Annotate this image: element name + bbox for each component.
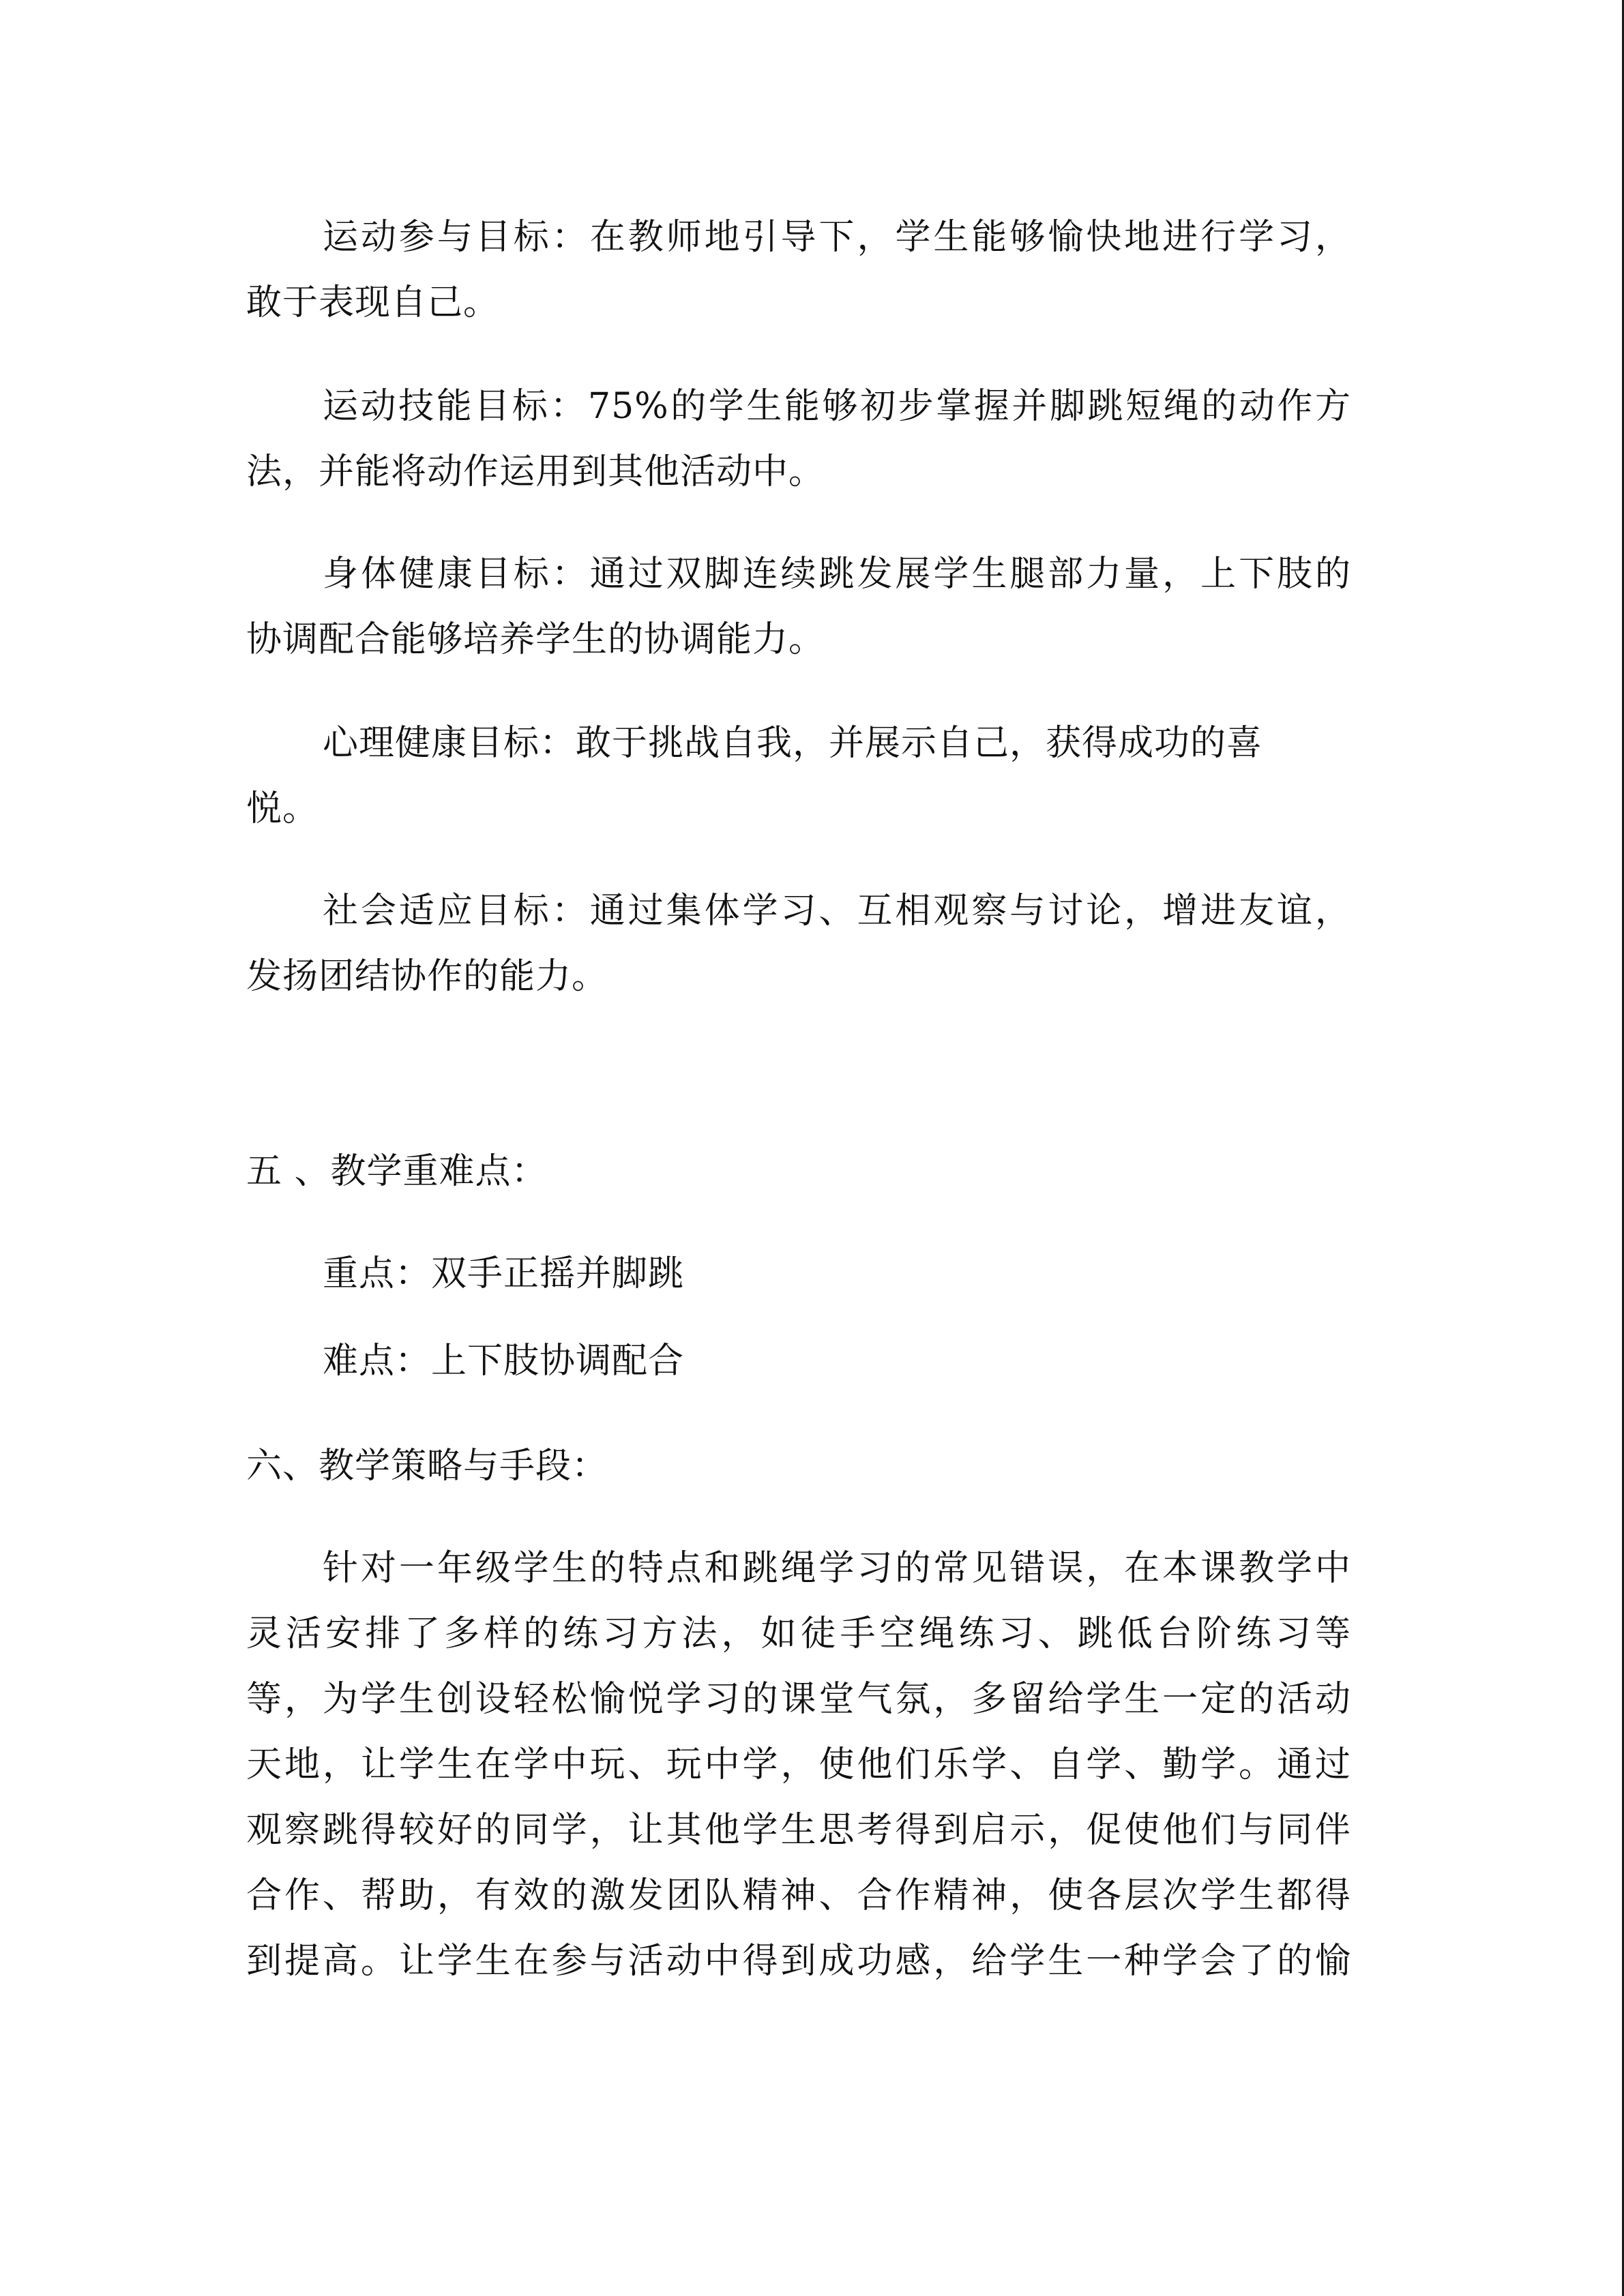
mental-goal-line-1: 心理健康目标：敢于挑战自我，并展示自己，获得成功的喜 — [323, 723, 1263, 764]
section-6-heading: 六、教学策略与手段： — [246, 1446, 608, 1487]
strategy-line-1: 针对一年级学生的特点和跳绳学习的常见错误，在本课教学中 — [323, 1548, 1351, 1589]
physical-goal-line-2: 协调配合能够培养学生的协调能力。 — [246, 619, 825, 660]
strategy-line-5: 观察跳得较好的同学，让其他学生思考得到启示，促使他们与同伴 — [246, 1810, 1351, 1851]
key-point: 重点：双手正摇并脚跳 — [323, 1253, 685, 1294]
participation-goal-line-1: 运动参与目标：在教师地引导下，学生能够愉快地进行学习， — [323, 217, 1351, 258]
skills-goal-line-1: 运动技能目标：75%的学生能够初步掌握并脚跳短绳的动作方 — [323, 386, 1351, 427]
skills-goal-line-2: 法，并能将动作运用到其他活动中。 — [246, 451, 825, 492]
social-goal-line-1: 社会适应目标：通过集体学习、互相观察与讨论，增进友谊， — [323, 891, 1351, 931]
strategy-line-6: 合作、帮助，有效的激发团队精神、合作精神，使各层次学生都得 — [246, 1875, 1351, 1916]
participation-goal-line-2: 敢于表现自己。 — [246, 282, 500, 323]
strategy-line-7: 到提高。让学生在参与活动中得到成功感，给学生一种学会了的愉 — [246, 1941, 1351, 1982]
social-goal-line-2: 发扬团结协作的能力。 — [246, 956, 608, 997]
section-5-heading: 五 、教学重难点： — [246, 1151, 548, 1192]
strategy-line-2: 灵活安排了多样的练习方法，如徒手空绳练习、跳低台阶练习等 — [246, 1613, 1351, 1654]
strategy-line-4: 天地，让学生在学中玩、玩中学，使他们乐学、自学、勤学。通过 — [246, 1744, 1351, 1785]
difficulty-point: 难点：上下肢协调配合 — [323, 1341, 685, 1382]
physical-goal-line-1: 身体健康目标：通过双脚连续跳发展学生腿部力量，上下肢的 — [323, 554, 1351, 595]
mental-goal-line-2: 悦。 — [246, 788, 319, 829]
strategy-line-3: 等，为学生创设轻松愉悦学习的课堂气氛，多留给学生一定的活动 — [246, 1679, 1351, 1720]
